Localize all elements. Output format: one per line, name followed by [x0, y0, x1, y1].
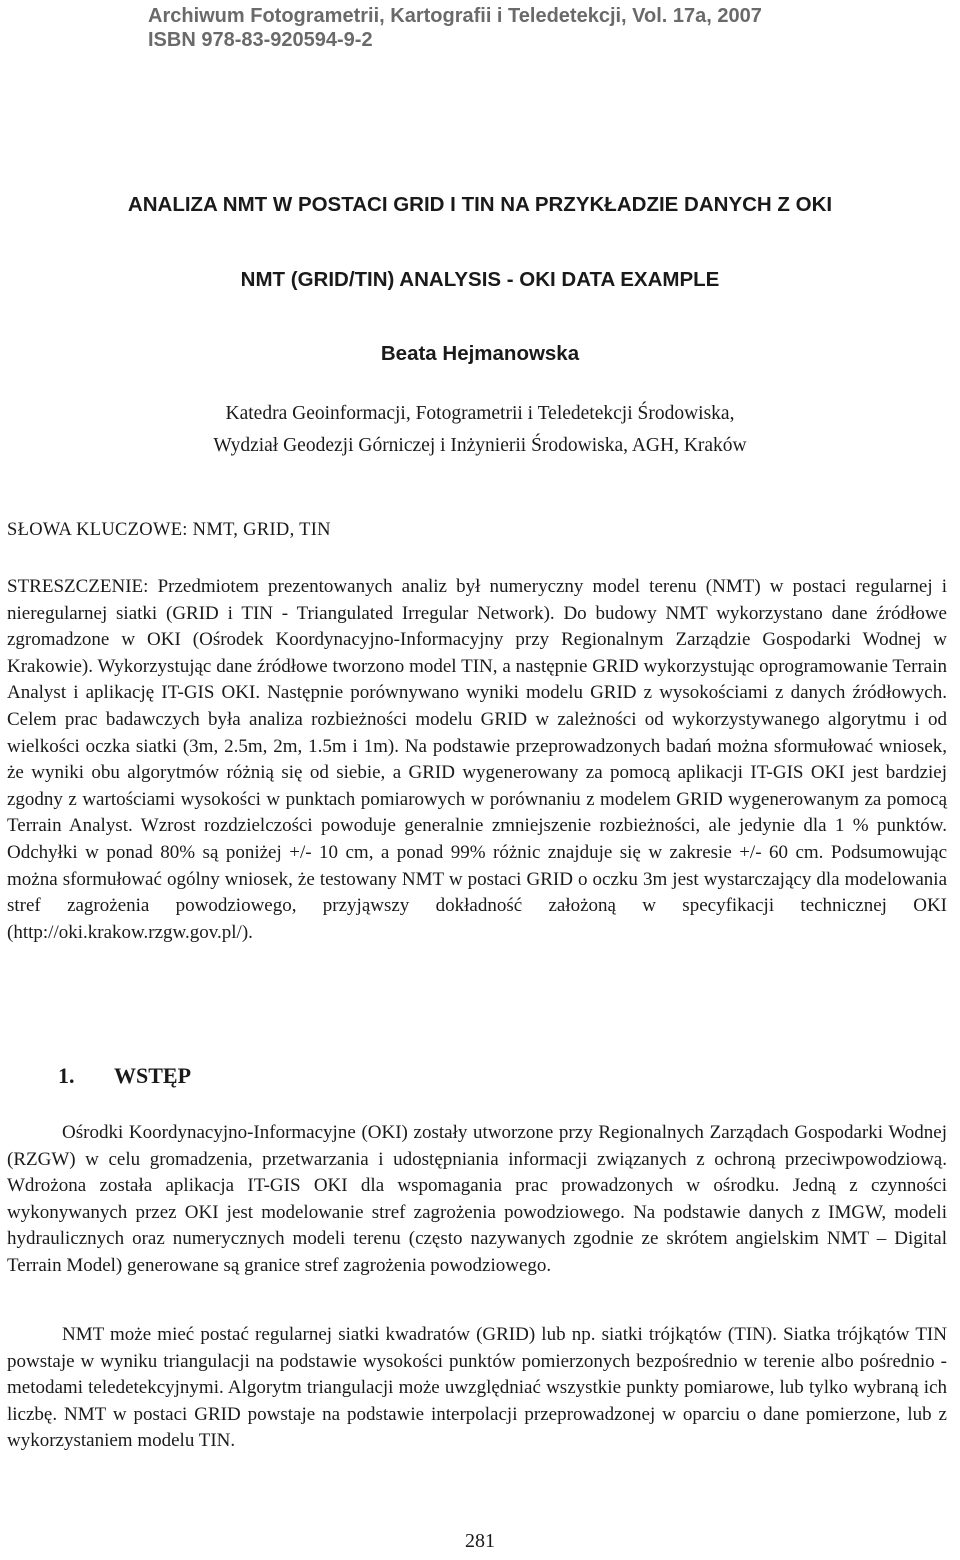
journal-header: [148, 4, 762, 52]
abstract: STRESZCZENIE: Przedmiotem prezentowanych analiz był numeryczny model terenu (NMT) w postaci regularnej i nieregularnej siatki (GRID i TIN - Triangulated Irregular Network). Do budowy NMT wykorzystano dane źródłowe zgromadzone w OKI (Ośrodek Koordynacyjno-Informacyjny przy Regionalnym Zarządzie Gospodarki Wodnej w Krakowie). Wykorzystując dane źródłowe tworzono model TIN, a następnie GRID wykorzystując oprogramowanie Terrain Analyst i aplikację IT-GIS OKI. Następnie porównywano wyniki modelu GRID z wysokościami z danych źródłowych. Celem prac badawczych była analiza rozbieżności modelu GRID w zależności od wykorzystywanego algorytmu i od wielkości oczka siatki (3m, 2.5m, 2m, 1.5m i 1m). Na podstawie przeprowadzonych badań można sformułować wniosek, że wyniki obu algorytmów różnią się od siebie, a GRID wygenerowany za pomocą aplikacji IT-GIS OKI jest bardziej zgodny z wartościami wysokości w punktach pomiarowych w porównaniu z modelem GRID wygenerowanym za pomocą Terrain Analyst. Wzrost rozdzielczości powoduje generalnie zmniejszenie rozbieżności, ale jedynie dla 1 % punktów. Odchyłki w ponad 80% są poniżej +/- 10 cm, a ponad 99% różnic znajduje się w zakresie +/- 60 cm. Podsumowując można sformułować ogólny wniosek, że testowany NMT w postaci GRID o oczku 3m jest wystarczający dla modelowania stref zagrożenia powodziowego, przyjąwszy dokładność założoną w specyfikacji technicznej OKI (http://oki.krakow.rzgw.gov.pl/).: [7, 576, 947, 943]
section-heading: [58, 1063, 191, 1089]
author-name: Beata Hejmanowska: [380, 342, 580, 365]
body-paragraph-1: Ośrodki Koordynacyjno-Informacyjne (OKI) zostały utworzone przy Regionalnych Zarządach Gospodarki Wodnej (RZGW) w celu gromadzenia, przetwarzania i udostępniania informacji związanych z ochroną przeciwpowodziową. Wdrożona została aplikacja IT-GIS OKI dla wspomagania prac prowadzonych w ośrodku. Jedną z czynności wykonywanych przez OKI jest modelowanie stref zagrożenia powodziowego. Na podstawie danych z IMGW, modeli hydraulicznych oraz numerycznych modeli terenu (często nazywanych zgodnie ze skrótem angielskim NMT – Digital Terrain Model) generowane są granice stref zagrożenia powodziowego.: [7, 1122, 947, 1276]
affiliation-line-2: Wydział Geodezji Górniczej i Inżynierii Środowiska, AGH, Kraków: [213, 435, 747, 456]
author-affiliation: [0, 398, 960, 462]
journal-title: Archiwum Fotogrametrii, Kartografii i Teledetekcji, Vol. 17a, 2007: [148, 5, 762, 27]
page-number: 281: [465, 1530, 495, 1552]
section-number: 1.: [58, 1063, 75, 1088]
keywords: SŁOWA KLUCZOWE: NMT, GRID, TIN: [7, 520, 331, 540]
section-title: WSTĘP: [114, 1063, 192, 1088]
body-paragraph-2: NMT może mieć postać regularnej siatki kwadratów (GRID) lub np. siatki trójkątów (TIN). Siatka trójkątów TIN powstaje w wyniku triangulacji na podstawie wysokości punktów pomierzonych bezpośrednio w terenie albo pośrednio - metodami teledetekcyjnymi. Algorytm triangulacji może uwzględniać wszystkie punkty pomiarowe, lub tylko wybraną ich liczbę. NMT w postaci GRID powstaje na podstawie interpolacji przeprowadzonej w oparciu o dane pomierzone, lub z wykorzystaniem modelu TIN.: [7, 1324, 947, 1452]
paper-title-polish: ANALIZA NMT W POSTACI GRID I TIN NA PRZYKŁADZIE DANYCH Z OKI: [127, 193, 833, 216]
paper-title-english: NMT (GRID/TIN) ANALYSIS - OKI DATA EXAMPLE: [240, 268, 720, 291]
affiliation-line-1: Katedra Geoinformacji, Fotogrametrii i Teledetekcji Środowiska,: [225, 403, 735, 424]
isbn: ISBN 978-83-920594-9-2: [148, 29, 373, 51]
